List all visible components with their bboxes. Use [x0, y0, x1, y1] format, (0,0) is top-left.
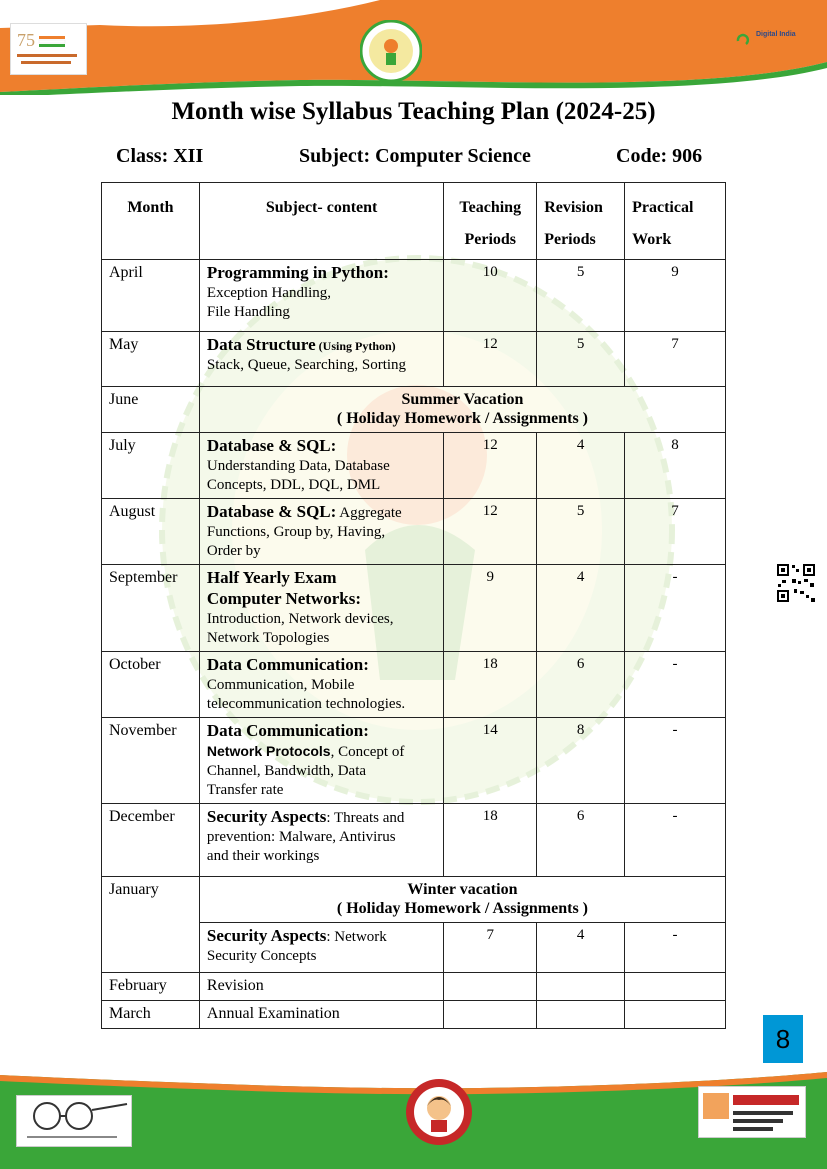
month-cell: June [102, 387, 200, 433]
qr-code-icon[interactable] [776, 563, 816, 603]
digital-india-logo-icon [730, 25, 800, 53]
class-label: Class: XII [116, 145, 204, 167]
shiksha-adhikar-logo-icon [698, 1086, 806, 1138]
practical-cell: 8 [625, 433, 726, 499]
page-number: 8 [763, 1015, 803, 1063]
azadi-logo-icon [10, 23, 87, 75]
month-cell: February [102, 973, 200, 1001]
month-header: Month [102, 183, 200, 260]
digital-india-text: Digital India [756, 31, 796, 38]
table-row-march [102, 1001, 726, 1029]
beti-bachao-logo-icon [405, 1078, 473, 1146]
content-cell: Programming in Python: Exception Handling, File Handling [199, 260, 443, 332]
board-emblem-icon [360, 20, 422, 82]
practical-header: Practical Work [625, 183, 726, 260]
revision-cell [537, 973, 625, 1001]
teaching-cell: 18 [444, 652, 537, 718]
content-cell: Half Yearly Exam Computer Networks: Introduction, Network devices, Network Topologies [199, 565, 443, 652]
subject-label: Subject: Computer Science [299, 145, 531, 167]
revision-cell: 8 [537, 718, 625, 804]
content-cell: Revision [199, 973, 443, 1001]
content-cell: Annual Examination [199, 1001, 443, 1029]
content-cell: Database & SQL: Understanding Data, Database Concepts, DDL, DQL, DML [199, 433, 443, 499]
teaching-cell [444, 1001, 537, 1029]
swachh-bharat-logo-icon [16, 1095, 132, 1147]
syllabus-table [101, 182, 726, 1029]
practical-cell [625, 973, 726, 1001]
svg-text:75: 75 [17, 30, 35, 50]
teaching-cell: 12 [444, 499, 537, 565]
revision-cell: 5 [537, 332, 625, 387]
table-header-row [102, 183, 726, 260]
month-cell: October [102, 652, 200, 718]
practical-cell: 9 [625, 260, 726, 332]
teaching-cell [444, 973, 537, 1001]
vacation-cell: Summer Vacation ( Holiday Homework / Assignments ) [199, 387, 725, 433]
teaching-cell: 12 [444, 433, 537, 499]
teaching-cell: 9 [444, 565, 537, 652]
revision-cell: 4 [537, 433, 625, 499]
teaching-cell: 14 [444, 718, 537, 804]
content-cell: Security Aspects: Threats and prevention: Malware, Antivirus and their workings [199, 804, 443, 877]
month-cell: March [102, 1001, 200, 1029]
content-cell: Security Aspects: Network Security Concepts [199, 923, 443, 973]
table-row-june [102, 387, 726, 433]
table-row-october [102, 652, 726, 718]
revision-cell: 5 [537, 260, 625, 332]
teaching-cell: 7 [444, 923, 537, 973]
revision-cell: 4 [537, 923, 625, 973]
teaching-header: Teaching Periods [444, 183, 537, 260]
practical-cell: - [625, 565, 726, 652]
revision-cell [537, 1001, 625, 1029]
revision-cell: 6 [537, 652, 625, 718]
content-cell: Data Structure (Using Python) Stack, Queue, Searching, Sorting [199, 332, 443, 387]
table-row-may [102, 332, 726, 387]
teaching-cell: 12 [444, 332, 537, 387]
table-row-september [102, 565, 726, 652]
content-header: Subject- content [199, 183, 443, 260]
table-row-april [102, 260, 726, 332]
month-cell: September [102, 565, 200, 652]
content-cell: Data Communication: Communication, Mobile telecommunication technologies. [199, 652, 443, 718]
table-row-december [102, 804, 726, 877]
month-cell: January [102, 877, 200, 973]
table-row-january [102, 877, 726, 923]
teaching-cell: 10 [444, 260, 537, 332]
revision-cell: 6 [537, 804, 625, 877]
vacation-cell: Winter vacation ( Holiday Homework / Assignments ) [199, 877, 725, 923]
practical-cell: 7 [625, 499, 726, 565]
table-row-august [102, 499, 726, 565]
document-title: Month wise Syllabus Teaching Plan (2024-25) [171, 98, 656, 125]
table-row-february [102, 973, 726, 1001]
table-row-november [102, 718, 726, 804]
practical-cell: 7 [625, 332, 726, 387]
practical-cell: - [625, 718, 726, 804]
month-cell: November [102, 718, 200, 804]
month-cell: May [102, 332, 200, 387]
practical-cell [625, 1001, 726, 1029]
content-cell: Data Communication: Network Protocols, Concept of Channel, Bandwidth, Data Transfer rate [199, 718, 443, 804]
practical-cell: - [625, 652, 726, 718]
practical-cell: - [625, 804, 726, 877]
table-row-july [102, 433, 726, 499]
revision-cell: 4 [537, 565, 625, 652]
revision-cell: 5 [537, 499, 625, 565]
practical-cell: - [625, 923, 726, 973]
month-cell: April [102, 260, 200, 332]
month-cell: July [102, 433, 200, 499]
month-cell: August [102, 499, 200, 565]
teaching-cell: 18 [444, 804, 537, 877]
month-cell: December [102, 804, 200, 877]
content-cell: Database & SQL: Aggregate Functions, Group by, Having, Order by [199, 499, 443, 565]
revision-header: Revision Periods [537, 183, 625, 260]
code-label: Code: 906 [616, 145, 703, 167]
